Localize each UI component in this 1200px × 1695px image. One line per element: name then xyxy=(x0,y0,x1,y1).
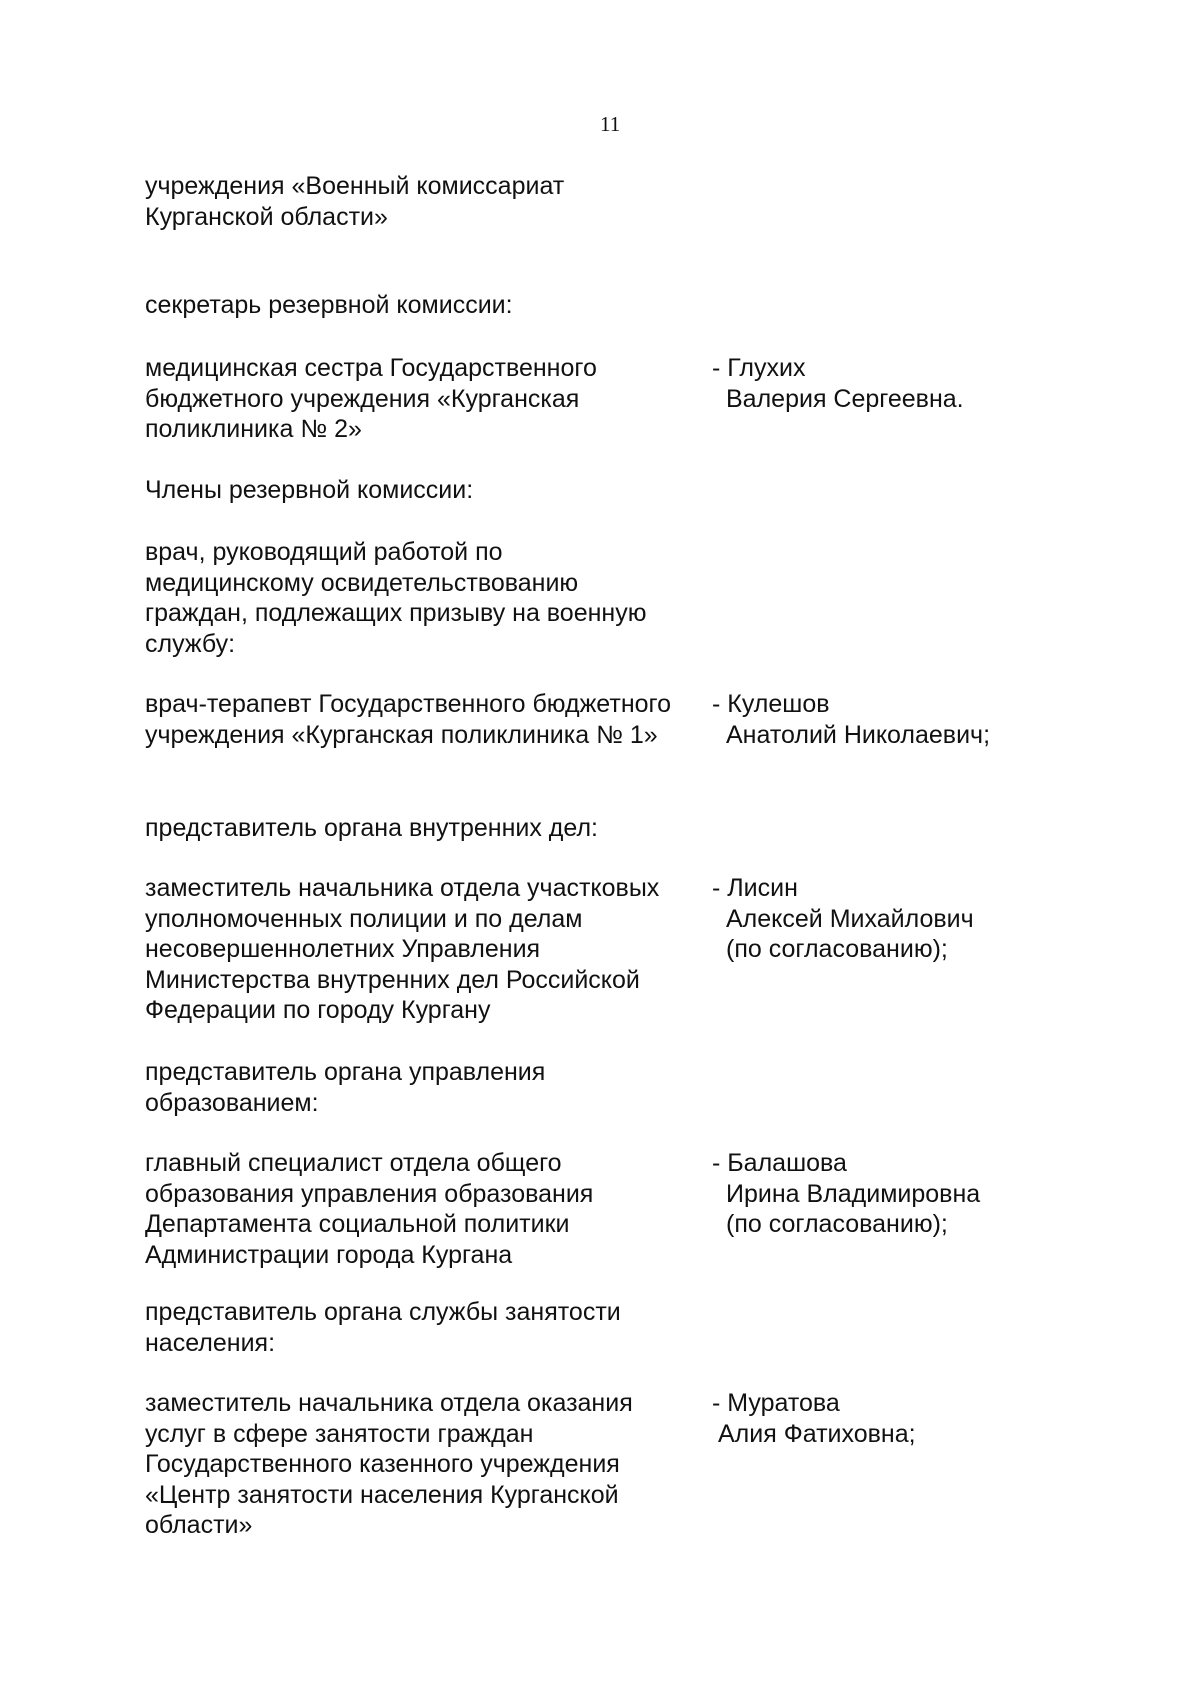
text-line: населения: xyxy=(145,1328,276,1357)
page-number: 11 xyxy=(600,112,621,136)
text-line: Валерия Сергеевна. xyxy=(726,384,964,413)
doctor-position xyxy=(145,689,671,750)
text-line: - Балашова xyxy=(712,1149,847,1177)
text-line: уполномоченных полиции и по делам xyxy=(145,904,583,933)
text-line: Федерации по городу Кургану xyxy=(145,996,491,1024)
text-line: Алексей Михайлович xyxy=(726,904,974,933)
text-line: Государственного казенного учреждения xyxy=(145,1450,620,1478)
text-line: несовершеннолетних Управления xyxy=(145,935,541,963)
text-line: Ирина Владимировна xyxy=(726,1179,981,1208)
text-line: услуг в сфере занятости граждан xyxy=(145,1419,534,1448)
employment-name xyxy=(712,1388,916,1449)
police-name xyxy=(712,873,974,965)
text-line: образования управления образования xyxy=(145,1179,594,1208)
text-line: врач, руководящий работой по xyxy=(145,538,503,566)
employment-heading xyxy=(145,1297,621,1358)
text-line: Администрации города Кургана xyxy=(145,1240,513,1269)
text-line: Алия Фатиховна; xyxy=(718,1419,916,1448)
doctor-heading xyxy=(145,537,646,659)
text-line: (по согласованию); xyxy=(726,935,948,963)
text-line: представитель органа службы занятости xyxy=(145,1298,621,1326)
text-line: образованием: xyxy=(145,1088,319,1117)
text-line: медицинская сестра Государственного xyxy=(145,354,597,382)
text-line: Анатолий Николаевич; xyxy=(726,720,991,749)
text-line: Курганской области» xyxy=(145,202,388,231)
header-text xyxy=(145,171,564,232)
text-line: главный специалист отдела общего xyxy=(145,1149,562,1177)
text-line: - Муратова xyxy=(712,1389,840,1417)
text-line: врач-терапевт Государственного бюджетного xyxy=(145,690,672,718)
text-line: представитель органа управления xyxy=(145,1058,546,1086)
text-line: «Центр занятости населения Курганской xyxy=(145,1480,619,1509)
text-line: поликлиника № 2» xyxy=(145,415,362,443)
employment-position xyxy=(145,1388,633,1541)
text-line: службу: xyxy=(145,629,236,658)
text-line: Департамента социальной политики xyxy=(145,1210,570,1238)
text-line: бюджетного учреждения «Курганская xyxy=(145,384,580,413)
members-heading: Члены резервной комиссии: xyxy=(145,476,474,504)
text-line: граждан, подлежащих призыву на военную xyxy=(145,599,647,627)
text-line: учреждения «Военный комиссариат xyxy=(145,172,565,200)
secretary-name xyxy=(712,353,964,414)
text-line: заместитель начальника отдела оказания xyxy=(145,1389,633,1417)
police-heading: представитель органа внутренних дел: xyxy=(145,814,599,842)
text-line: - Кулешов xyxy=(712,690,830,718)
text-line: Министерства внутренних дел Российской xyxy=(145,965,640,994)
text-line: - Лисин xyxy=(712,874,798,902)
text-line: заместитель начальника отдела участковых xyxy=(145,874,660,902)
education-heading xyxy=(145,1057,545,1118)
text-line: учреждения «Курганская поликлиника № 1» xyxy=(145,720,658,749)
text-line: медицинскому освидетельствованию xyxy=(145,568,579,597)
text-line: (по согласованию); xyxy=(726,1210,948,1238)
education-position xyxy=(145,1148,593,1270)
education-name xyxy=(712,1148,980,1240)
secretary-heading: секретарь резервной комиссии: xyxy=(145,291,513,319)
secretary-position xyxy=(145,353,597,445)
police-position xyxy=(145,873,659,1026)
text-line: области» xyxy=(145,1511,253,1539)
doctor-name xyxy=(712,689,990,750)
text-line: - Глухих xyxy=(712,354,806,382)
